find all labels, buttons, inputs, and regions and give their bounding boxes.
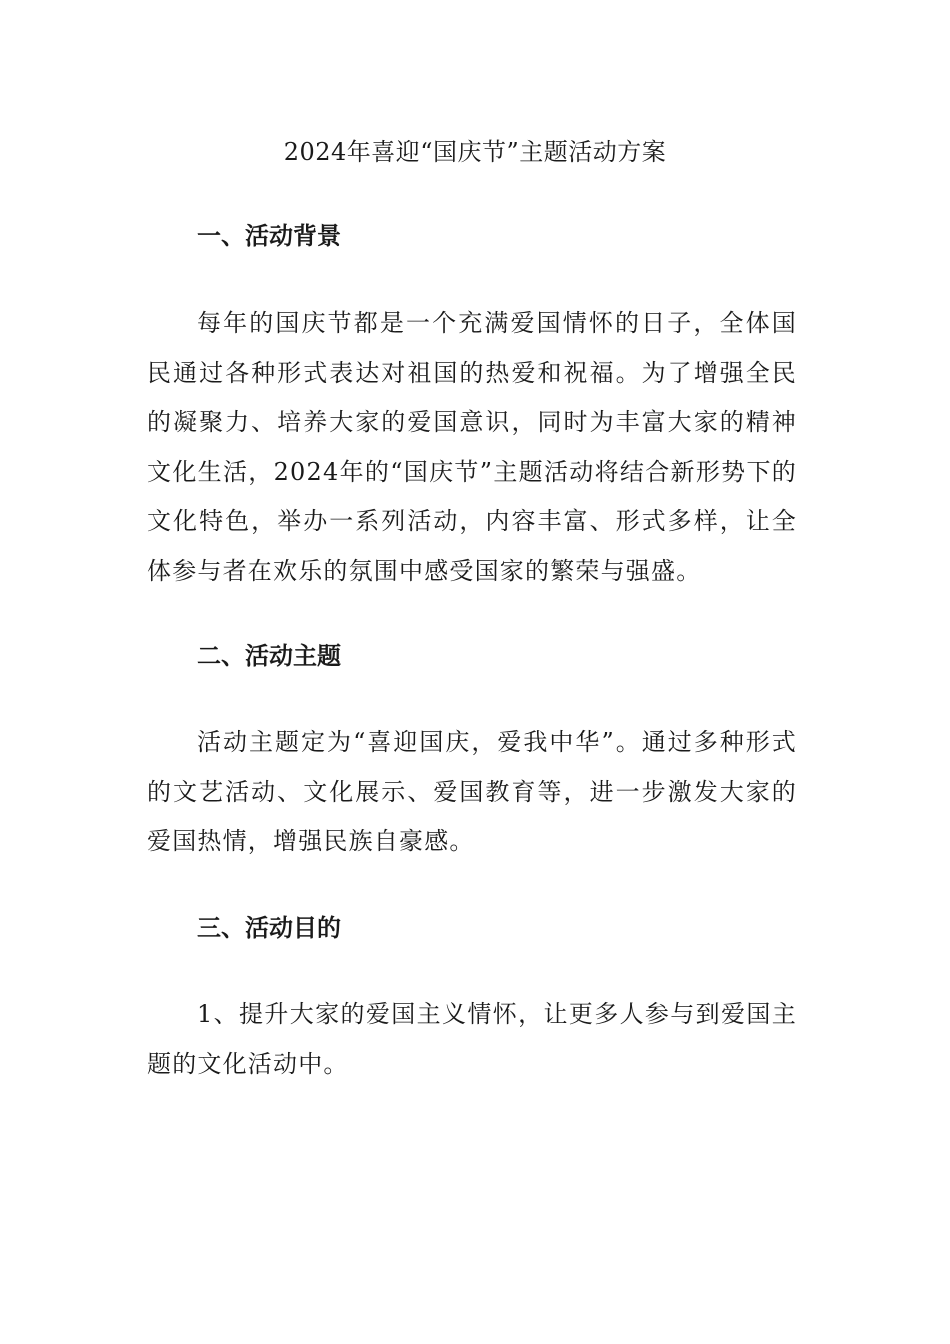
section-paragraph-background: 每年的国庆节都是一个充满爱国情怀的日子，全体国民通过各种形式表达对祖国的热爱和祝福。为了增强全民的凝聚力、培养大家的爱国意识，同时为丰富大家的精神文化生活，2024年的“国庆节”主题活动将结合新形势下的文化特色，举办一系列活动，内容丰富、形式多样，让全体参与者在欢乐的氛围中感受国家的繁荣与强盛。 — [147, 309, 797, 585]
section-paragraph-purpose: 1、提升大家的爱国主义情怀，让更多人参与到爱国主题的文化活动中。 — [147, 1000, 797, 1078]
section-paragraph-theme: 活动主题定为“喜迎国庆，爱我中华”。通过多种形式的文艺活动、文化展示、爱国教育等，进一步激发大家的爱国热情，增强民族自豪感。 — [147, 728, 797, 855]
section-heading-purpose: 三、活动目的 — [197, 914, 341, 942]
section-heading-background: 一、活动背景 — [197, 222, 341, 250]
section-heading-theme: 二、活动主题 — [197, 642, 341, 670]
document-title: 2024年喜迎“国庆节”主题活动方案 — [283, 138, 667, 166]
